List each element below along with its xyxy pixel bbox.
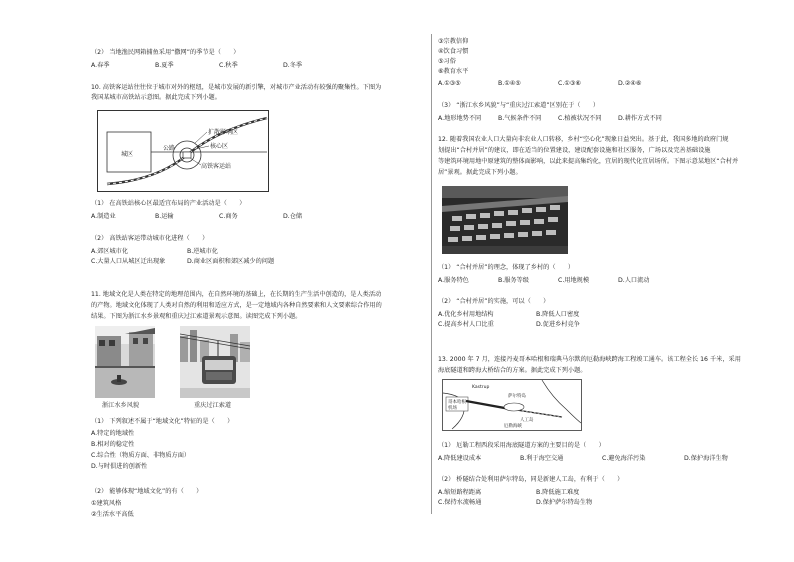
- option-b: B.①④⑤: [498, 80, 521, 87]
- list-item: ①建筑风格: [91, 500, 122, 507]
- q10-stem: 我国某城市高铁站示意图。据此完成下列小题。: [91, 94, 221, 101]
- column-divider: [431, 34, 432, 514]
- options-row: [438, 499, 634, 507]
- q10-stem: 10. 高铁客运站往往位于城市对外的枢纽，是城市发展的新引擎，对城市产业活动有较强的聚集性。下图为: [91, 84, 382, 91]
- q13-stem: 13. 2000 年 7 月，连接丹麦哥本哈根和瑞典马尔默的厄勒海峡跨海工程竣工通车。该工程全长 16 千米，采用: [438, 356, 741, 363]
- airport-label: 哥本哈根: [448, 400, 466, 405]
- photo1-caption: 浙江水乡风貌: [102, 402, 140, 409]
- option-d: D.②④⑥: [618, 80, 642, 87]
- option-d: D.与时俱进的创新性: [91, 463, 148, 470]
- q12-stem: 等建筑环境用地中原建筑的整体面影响，以此来提高集约化，宜居的现代化宜居场所。下图示意某地区“合村并: [438, 158, 739, 165]
- q13-sub1: （1） 厄勒工程西段采用海底隧道方案的主要目的是（ ）: [438, 442, 605, 449]
- q13-sub2: （2） 桥隧结合处利用萨尔特岛，同是新建人工岛，有利于（ ）: [438, 476, 624, 483]
- option-d: D.仓储: [283, 213, 303, 220]
- island-label: 萨尔特岛: [508, 394, 526, 399]
- option-c: C.用地规模: [558, 277, 590, 284]
- q11-stem: 11. 地域文化是人类在特定的地理范围内，在自然环境的基础上，在长期的生产生活中创造的，是人类活动: [91, 291, 382, 298]
- option-b: B.相对的稳定性: [91, 441, 135, 448]
- photo2-caption: 重庆过江索道: [194, 402, 232, 409]
- options-row: [438, 80, 678, 88]
- options-row: [91, 248, 283, 256]
- option-b: B.利于海空交通: [520, 455, 564, 462]
- list-item: ⑤习俗: [438, 58, 456, 65]
- options-row: [438, 277, 678, 285]
- q12-stem: 居”景观。据此完成下列小题。: [438, 169, 522, 176]
- option-c: C.大量人口从城区迁出现象: [91, 258, 166, 265]
- station-icon: [183, 152, 191, 158]
- question-subtext: （2） 当地渔民网箱捕鱼采用“撒网”的季节是（ ）: [91, 49, 240, 56]
- option-a: A.降低建设成本: [438, 455, 482, 462]
- options-row: [438, 321, 634, 329]
- q11-sub3: （3） “浙江水乡风貌”与“重庆过江索道”区别在于（ ）: [438, 102, 600, 109]
- airport-label: 机场: [448, 406, 457, 411]
- q12-stem: 划提出“合村并居”的建议，即在适当的位置建设，建设配套设施和社区服务，广场以及完善基础设施: [438, 147, 711, 154]
- water-town-photo: [95, 326, 155, 398]
- option-a: A.服务特色: [438, 277, 469, 284]
- q12-stem: 12. 随着我国农业人口大量向非农业人口转移，乡村“空心化”现象日益突出。基于此，我国多地的政府门规: [438, 136, 729, 143]
- option-c: C.综合性（物质方面、非物质方面）: [91, 452, 191, 459]
- list-item: ③宗教信仰: [438, 38, 469, 45]
- option-b: B.气候条件不同: [498, 115, 542, 122]
- option-d: D.保护海洋生物: [684, 455, 728, 462]
- option-d: D.促进乡村竞争: [536, 321, 580, 328]
- q11-sub2: （2） 能够体现“地域文化”的有（ ）: [91, 488, 203, 495]
- q11-stem: 结果。下图为浙江水乡景观和重庆过江索道景观示意图。读图完成下列小题。: [91, 313, 302, 320]
- option-b: B.夏季: [155, 62, 174, 69]
- road-label: 公路: [163, 145, 176, 152]
- q12-sub2: （2） “合村并居”的实施，可以（ ）: [438, 298, 550, 305]
- option-b: B.运输: [155, 213, 174, 220]
- option-d: D.冬季: [283, 62, 303, 69]
- q10-sub1: （1） 在高铁站核心区最适宜布局的产业活动是（ ）: [91, 200, 246, 207]
- option-b: B.逆城市化: [187, 248, 218, 255]
- options-row: [438, 311, 634, 319]
- option-a: A.①③⑤: [438, 80, 461, 87]
- option-d: D.人口流动: [618, 277, 650, 284]
- option-c: C.①③⑥: [558, 80, 581, 87]
- option-a: A.特定的地域性: [91, 430, 135, 437]
- option-c: C.避免海洋污染: [602, 455, 646, 462]
- option-a: A.缩短路程距离: [438, 489, 482, 496]
- options-row: [91, 62, 347, 70]
- kastrup-label: Kastrup: [472, 385, 490, 390]
- station-label: 高铁客运站: [201, 163, 232, 170]
- option-a: A.地形地势不同: [438, 115, 482, 122]
- options-row: [438, 489, 634, 497]
- option-d: D.保护萨尔特岛生物: [536, 499, 593, 506]
- option-a: A.优化乡村用地结构: [438, 311, 494, 318]
- q10-sub2: （2） 高铁站客运带动城市化进程（ ）: [91, 235, 209, 242]
- options-row: [438, 455, 766, 463]
- options-row: [438, 115, 678, 123]
- q11-stem: 的产物。地域文化体现了人类对自然的利用和适应方式，是一定地域内各种自然要素和人文要素综合作用的: [91, 302, 382, 309]
- option-a: A.制造业: [91, 213, 116, 220]
- option-a: A.郊区城市化: [91, 248, 129, 255]
- option-b: B.降低人口密度: [536, 311, 580, 318]
- merged-village-aerial-photo: [442, 186, 568, 254]
- list-item: ④饮食习惯: [438, 48, 469, 55]
- expansion-label: 扩散影响区: [208, 129, 239, 136]
- option-c: C.植被状况不同: [558, 115, 602, 122]
- option-c: C.保持水流畅通: [438, 499, 482, 506]
- q11-sub1: （1） 下列叙述不属于“地域文化”特征的是（ ）: [91, 418, 234, 425]
- option-c: C.提高乡村人口比重: [438, 321, 494, 328]
- cableway-photo: [180, 326, 250, 398]
- option-b: B.服务等级: [498, 277, 529, 284]
- options-row: [91, 213, 347, 221]
- q12-sub1: （1） “合村并居”的理念，体现了乡村的（ ）: [438, 264, 575, 271]
- option-c: C.秋季: [219, 62, 238, 69]
- oresund-strait-map: [442, 379, 582, 431]
- option-b: B.降低施工难度: [536, 489, 580, 496]
- list-item: ②生活水平高低: [91, 511, 134, 518]
- artificial-island-label: 人工岛: [520, 418, 534, 423]
- q13-stem: 海底隧道和跨海大桥结合的方案。据此完成下列小题。: [438, 367, 587, 374]
- saltholm-island: [504, 403, 524, 411]
- strait-label: 厄勒海峡: [504, 424, 522, 429]
- option-d: D.商业区面积和郊区减少的问题: [187, 258, 275, 265]
- option-a: A.春季: [91, 62, 110, 69]
- core-label: 核心区: [210, 143, 229, 150]
- list-item: ⑥教育水平: [438, 68, 469, 75]
- option-c: C.商务: [219, 213, 238, 220]
- high-speed-rail-station-map: [97, 110, 269, 192]
- options-row: [91, 258, 327, 266]
- option-d: D.耕作方式不同: [618, 115, 662, 122]
- city-label: 城区: [121, 151, 134, 158]
